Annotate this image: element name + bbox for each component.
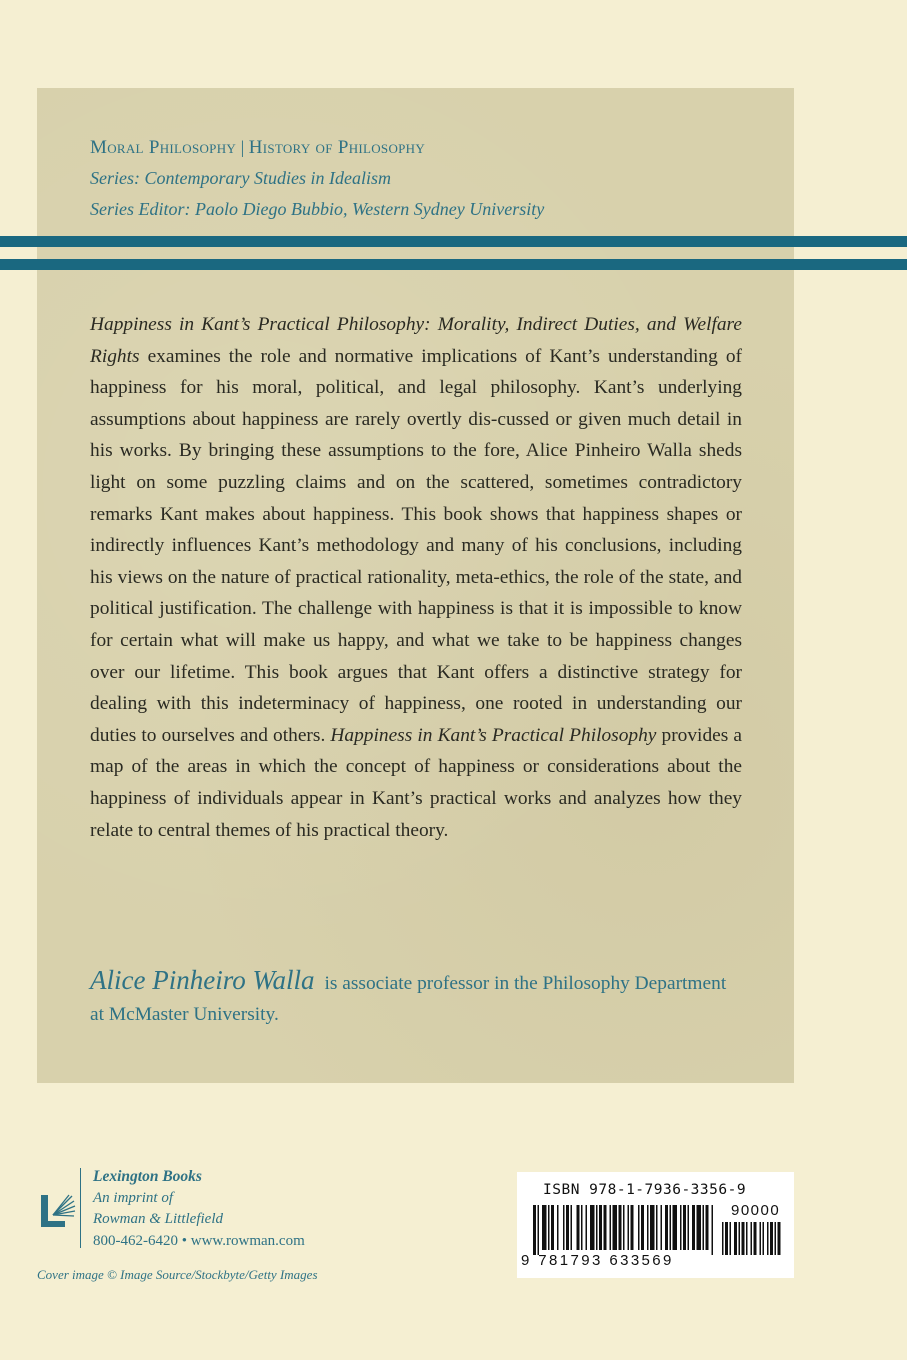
barcode-addon-bar bbox=[722, 1222, 724, 1255]
barcode-box bbox=[517, 1172, 794, 1278]
barcode-bar bbox=[604, 1205, 607, 1250]
barcode-bar bbox=[619, 1205, 622, 1250]
blurb-book-title: Happiness in Kant’s Practical Philosophy: Morality, Indirect Duties, and Welfare Rights bbox=[90, 314, 742, 367]
publisher-parent: Rowman & Littlefield bbox=[93, 1211, 223, 1227]
series-editor-line: Series Editor: Paolo Diego Bubbio, Western Sydney University bbox=[90, 199, 545, 219]
barcode-bar bbox=[680, 1205, 682, 1250]
barcode-addon-bar bbox=[739, 1222, 741, 1255]
publisher-imprint: An imprint of bbox=[93, 1189, 174, 1206]
category-moral: Moral Philosophy bbox=[90, 137, 237, 158]
blurb-book-title-2: Happiness in Kant’s Practical Philosophy bbox=[330, 724, 657, 746]
barcode-bar bbox=[599, 1205, 602, 1250]
barcode-addon-bar bbox=[725, 1222, 728, 1255]
barcode-addon-bar bbox=[746, 1222, 748, 1255]
barcode-bar bbox=[712, 1205, 714, 1255]
barcode-addon-bar bbox=[754, 1222, 757, 1255]
barcode-addon-bar bbox=[767, 1222, 769, 1255]
barcode-bar bbox=[557, 1205, 559, 1250]
barcode-addon-bar bbox=[778, 1222, 781, 1255]
barcode-bar bbox=[551, 1205, 554, 1250]
barcode-addon-bar bbox=[770, 1222, 773, 1255]
barcode-bar bbox=[596, 1205, 598, 1250]
isbn-text: ISBN 978-1-7936-3356-9 bbox=[543, 1182, 747, 1198]
stripe-top bbox=[0, 236, 907, 247]
barcode-bar bbox=[533, 1205, 536, 1255]
barcode-addon-bar bbox=[734, 1222, 737, 1255]
category-separator: | bbox=[240, 137, 245, 157]
barcode-bar bbox=[683, 1205, 686, 1250]
barcode-bar bbox=[638, 1205, 640, 1250]
barcode-bar bbox=[703, 1205, 705, 1250]
barcode-bar bbox=[586, 1205, 588, 1250]
barcode-bar bbox=[571, 1205, 573, 1250]
barcode-bar bbox=[641, 1205, 644, 1250]
header-block bbox=[90, 132, 544, 225]
barcode-bar bbox=[566, 1205, 569, 1250]
barcode-bar bbox=[577, 1205, 580, 1250]
barcode-bar bbox=[631, 1205, 634, 1250]
category-line bbox=[90, 132, 544, 163]
cover-image-credit: Cover image © Image Source/Stockbyte/Getty Images bbox=[37, 1267, 318, 1282]
barcode-bar bbox=[590, 1205, 595, 1250]
barcode-addon-bar bbox=[775, 1222, 777, 1255]
barcode-bar bbox=[628, 1205, 630, 1250]
barcode-bar bbox=[673, 1205, 678, 1250]
barcode-bar bbox=[665, 1205, 668, 1250]
series-line: Series: Contemporary Studies in Idealism bbox=[90, 168, 391, 188]
author-description: is associate professor in the Philosophy Department at McMaster University. bbox=[90, 973, 727, 1025]
barcode-bar bbox=[623, 1205, 625, 1250]
barcode-addon-bar bbox=[730, 1222, 732, 1255]
publisher-name: Lexington Books bbox=[93, 1168, 202, 1185]
publisher-divider bbox=[80, 1168, 81, 1248]
stripe-bottom bbox=[0, 259, 907, 270]
author-bio bbox=[90, 965, 742, 1030]
barcode-bar bbox=[613, 1205, 618, 1250]
barcode-bar bbox=[692, 1205, 695, 1250]
barcode-bar bbox=[581, 1205, 583, 1250]
blurb-text-2: provides a map of the areas in which the concept of happiness or considerations about the happiness of individuals appear in Kant’s practical works and analyzes how they relate to central themes of his practical theory. bbox=[90, 724, 743, 841]
lexington-logo-icon bbox=[37, 1191, 77, 1231]
barcode-bar bbox=[670, 1205, 672, 1250]
barcode-bar bbox=[563, 1205, 565, 1250]
barcode-addon-bar bbox=[742, 1222, 745, 1255]
barcode-addon-digits: 90000 bbox=[731, 1202, 781, 1219]
author-name: Alice Pinheiro Walla bbox=[90, 965, 315, 995]
blurb-text-1: examines the role and normative implications of Kant’s understanding of happiness for his moral, political, and legal philosophy. Kant’s underlying assumptions about happiness are rarely overtly dis-cussed or given much detail in his works. By bringing these assumptions to the fore, Alice Pinheiro Walla sheds light on some puzzling claims and on the scattered, sometimes contradictory remarks Kant makes about happiness. This book shows that happiness shapes or indirectly influences Kant’s methodology and many of his conclusions, including his views on the nature of practical rationality, meta-ethics, the role of the state, and political justification. The challenge with happiness is that it is impossible to know for certain what will make us happy, and what we take to be happiness changes over our lifetime. This book argues that Kant offers a distinctive strategy for dealing with this indeterminacy of happiness, one rooted in understanding our duties to ourselves and others. bbox=[90, 345, 742, 746]
category-history: History of Philosophy bbox=[248, 137, 426, 158]
barcode-ean-digits: 9 781793 633569 bbox=[521, 1252, 674, 1269]
barcode-addon-bar bbox=[760, 1222, 762, 1255]
publisher-contact: 800-462-6420 • www.rowman.com bbox=[93, 1232, 305, 1249]
barcode-bar bbox=[697, 1205, 702, 1250]
barcode-bar bbox=[688, 1205, 690, 1250]
barcode-bar bbox=[610, 1205, 612, 1250]
barcode-addon-bar bbox=[751, 1222, 753, 1255]
publisher-block bbox=[93, 1166, 305, 1252]
description-blurb bbox=[90, 309, 742, 846]
barcode-bar bbox=[538, 1205, 540, 1255]
barcode-bar bbox=[661, 1205, 663, 1250]
barcode-bar bbox=[542, 1205, 547, 1250]
barcode-bar bbox=[706, 1205, 709, 1250]
barcode-bar bbox=[650, 1205, 655, 1250]
barcode-bar bbox=[656, 1205, 658, 1250]
barcode-addon-bar bbox=[763, 1222, 765, 1255]
barcode-bar bbox=[548, 1205, 550, 1250]
barcode-bar bbox=[647, 1205, 649, 1250]
